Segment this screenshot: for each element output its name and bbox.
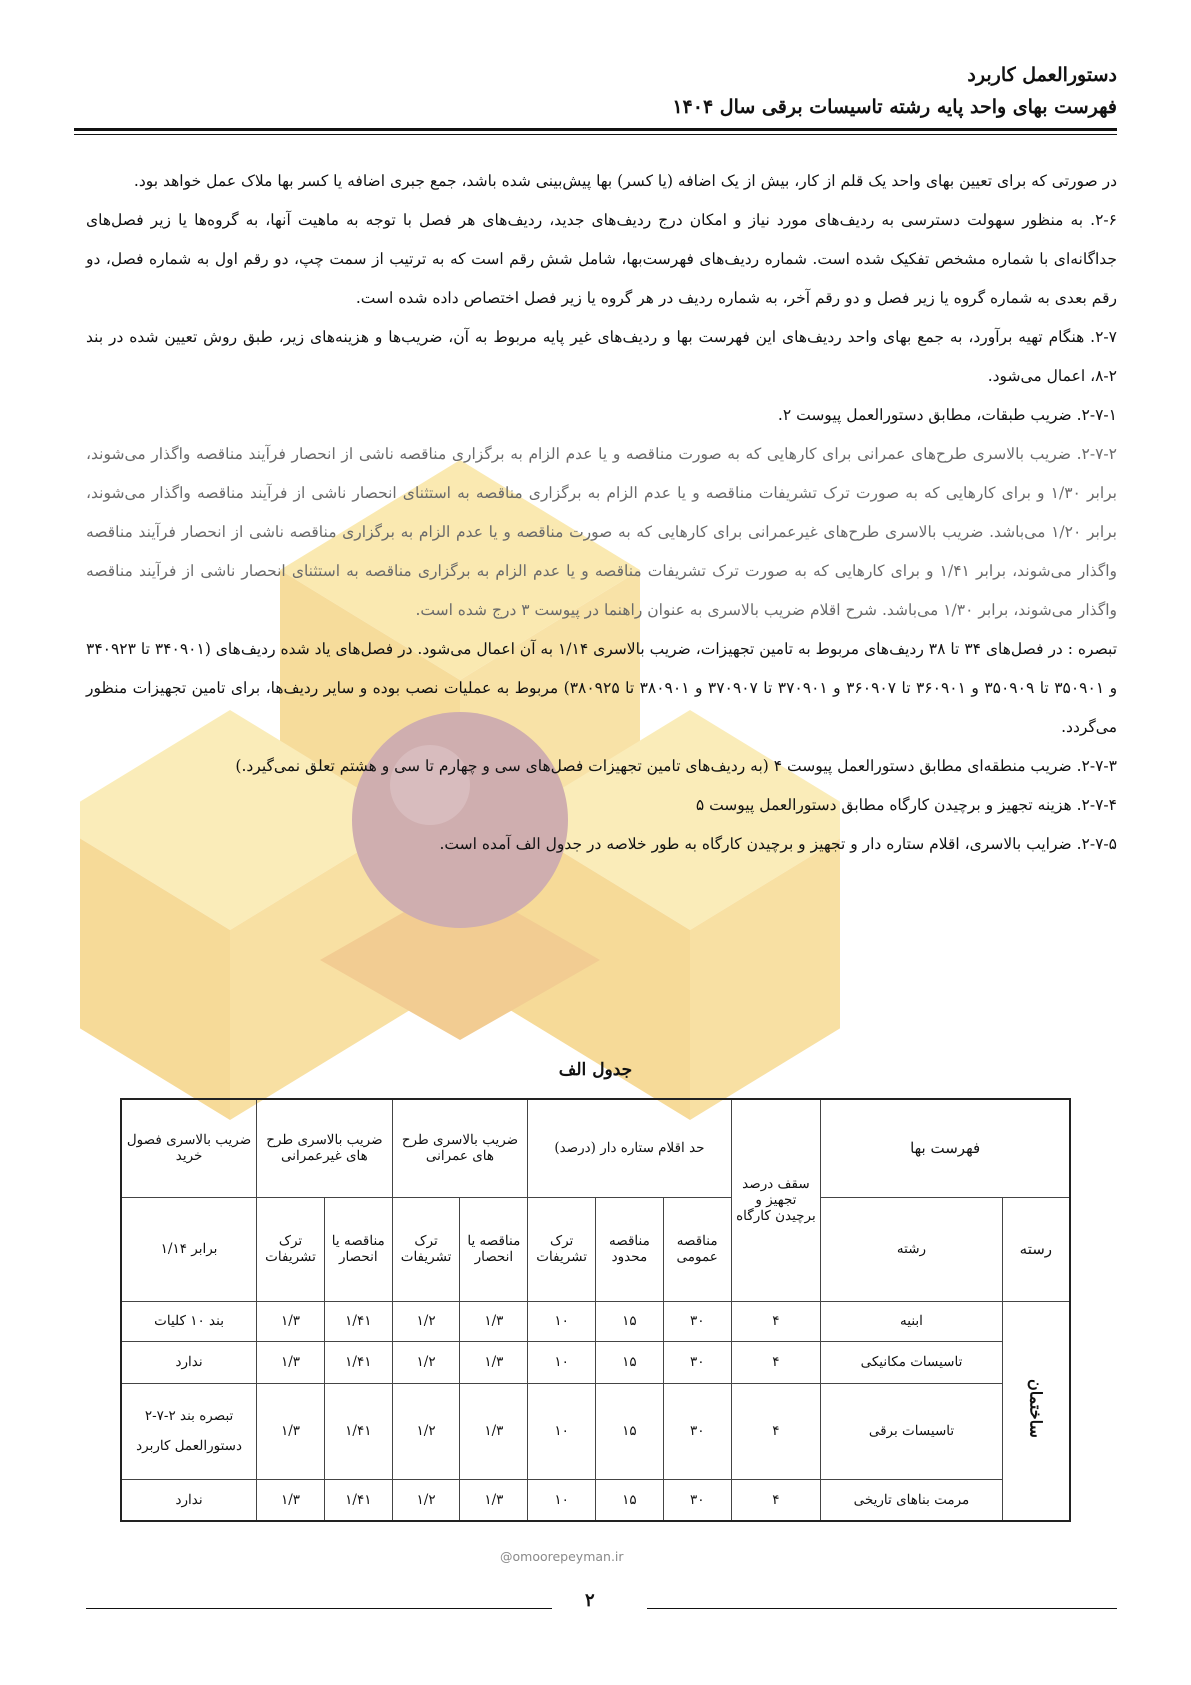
limited-tender-cell: ۱۵ (596, 1301, 664, 1341)
header-doc-subtitle: فهرست بهای واحد پایه رشته تاسیسات برقی سال ۱۴۰۴ (672, 96, 1117, 118)
table-title: جدول الف (558, 1060, 633, 1080)
limited-tender-cell: ۱۵ (596, 1341, 664, 1383)
footer-rule-right (647, 1608, 1117, 1609)
public-tender-cell: ۳۰ (663, 1383, 731, 1479)
civil-waiver-cell: ۱/۲ (392, 1479, 460, 1521)
site-setup-cell: ۴ (731, 1301, 821, 1341)
header-starred-items: حد اقلام ستاره دار (درصد) (528, 1099, 731, 1197)
footer-rule-left (86, 1608, 552, 1609)
table-row (121, 1479, 1070, 1521)
discipline-cell: مرمت بناهای تاریخی (821, 1479, 1002, 1521)
header-price-list: فهرست بها (821, 1099, 1070, 1197)
table-row (121, 1383, 1070, 1479)
header-noncivil-overhead: ضریب بالاسری طرح های غیرعمرانی (257, 1099, 393, 1197)
header-limited-tender: مناقصه محدود (596, 1197, 664, 1301)
public-tender-cell: ۳۰ (663, 1479, 731, 1521)
page-header (672, 60, 1117, 124)
paragraph-2-7-2: ۲-۷-۲. ضریب بالاسری طرح‌های عمرانی برای کارهایی که به صورت مناقصه و یا عدم الزام به برگزاری مناقصه ناشی از انحصار فرآیند مناقصه واگذار می‌شوند، برابر ۱/۳۰ و برای کارهایی که به صورت ترک تشریفات مناقصه و یا عدم الزام به برگزاری مناقصه به استثنای انحصار ناشی از فرآیند مناقصه واگذار می‌شوند، برابر ۱/۲۰ می‌باشد. ضریب بالاسری طرح‌های غیرعمرانی برای کارهایی که به صورت مناقصه و یا عدم الزام به برگزاری مناقصه ناشی از انحصار فرآیند مناقصه واگذار می‌شوند، برابر ۱/۴۱ و برای کارهایی که به صورت ترک تشریفات مناقصه و یا عدم الزام به برگزاری مناقصه به استثنای انحصار ناشی از فرآیند مناقصه واگذار می‌شوند، برابر ۱/۳۰ می‌باشد. شرح اقلام ضریب بالاسری به عنوان راهنما در پیوست ۳ درج شده است. (86, 445, 1117, 619)
public-tender-cell: ۳۰ (663, 1301, 731, 1341)
header-formalities-waiver: ترک تشریفات (528, 1197, 596, 1301)
header-category: رسته (1002, 1197, 1070, 1301)
waiver-cell: ۱۰ (528, 1383, 596, 1479)
civil-tender-cell: ۱/۳ (460, 1301, 528, 1341)
paragraph-surcharge: در صورتی که برای تعیین بهای واحد یک قلم از کار، بیش از یک اضافه (یا کسر) بها پیش‌بینی شده باشد، جمع جبری اضافه یا کسر بها ملاک عمل خواهد بود. (133, 172, 1117, 190)
public-tender-cell: ۳۰ (663, 1341, 731, 1383)
header-doc-title: دستورالعمل کاربرد (967, 64, 1117, 86)
paragraph-2-7: ۲-۷. هنگام تهیه برآورد، به جمع بهای واحد ردیف‌های این فهرست بها و ردیف‌های غیر پایه مربوط به آن، ضریب‌ها و هزینه‌های زیر، طبق روش تعیین شده در بند ۲-۸، اعمال می‌شود. (86, 328, 1117, 385)
noncivil-waiver-cell: ۱/۳ (257, 1341, 325, 1383)
header-noncivil-tender: مناقصه یا انحصار (324, 1197, 392, 1301)
purchase-cell: بند ۱۰ کلیات (121, 1301, 257, 1341)
paragraph-2-7-5: ۲-۷-۵. ضرایب بالاسری، اقلام ستاره دار و تجهیز و برچیدن کارگاه به طور خلاصه در جدول الف آمده است. (439, 835, 1117, 853)
table-row (121, 1341, 1070, 1383)
noncivil-waiver-cell: ۱/۳ (257, 1479, 325, 1521)
limited-tender-cell: ۱۵ (596, 1479, 664, 1521)
header-purchase-value: برابر ۱/۱۴ (121, 1197, 257, 1301)
header-purchase-overhead: ضریب بالاسری فصول خرید (121, 1099, 257, 1197)
header-public-tender: مناقصه عمومی (663, 1197, 731, 1301)
category-cell (1002, 1301, 1070, 1521)
coefficients-table (120, 1098, 1071, 1522)
paragraph-2-6: ۲-۶. به منظور سهولت دسترسی به ردیف‌های مورد نیاز و امکان درج ردیف‌های جدید، ردیف‌های هر فصل با توجه به ماهیت آنها، به گروه‌ها یا زیر فصل‌های جداگانه‌ای با شماره مشخص تفکیک شده است. شماره ردیف‌های فهرست‌بها، شامل شش رقم است که به ترتیب از سمت چپ، دو رقم اول به شماره فصل، دو رقم بعدی به شماره گروه یا زیر فصل و دو رقم آخر، به شماره ردیف در هر گروه یا زیر فصل اختصاص داده شده است. (86, 211, 1117, 307)
header-rule-thick (74, 128, 1117, 131)
discipline-cell: تاسیسات برقی (821, 1383, 1002, 1479)
site-setup-cell: ۴ (731, 1479, 821, 1521)
noncivil-waiver-cell: ۱/۳ (257, 1383, 325, 1479)
paragraph-2-7-1: ۲-۷-۱. ضریب طبقات، مطابق دستورالعمل پیوست ۲. (777, 406, 1117, 424)
page-number: ۲ (585, 1590, 595, 1611)
paragraph-note: تبصره : در فصل‌های ۳۴ تا ۳۸ ردیف‌های مربوط به تامین تجهیزات، ضریب بالاسری ۱/۱۴ به آن اعمال می‌شود. در فصل‌های یاد شده ردیف‌های (۳۴۰۹۰۱ تا ۳۴۰۹۲۳ و ۳۵۰۹۰۱ تا ۳۵۰۹۰۹ و ۳۶۰۹۰۱ تا ۳۶۰۹۰۷ و ۳۷۰۹۰۱ تا ۳۷۰۹۰۷ و ۳۸۰۹۰۱ تا ۳۸۰۹۲۵) مربوط به عملیات نصب بوده و سایر ردیف‌ها، برای تامین تجهیزات منظور می‌گردد. (86, 640, 1118, 736)
civil-tender-cell: ۱/۳ (460, 1383, 528, 1479)
header-civil-waiver: ترک تشریفات (392, 1197, 460, 1301)
purchase-cell: ندارد (121, 1479, 257, 1521)
civil-tender-cell: ۱/۳ (460, 1479, 528, 1521)
header-site-setup: سقف درصد تجهیز و برچیدن کارگاه (731, 1099, 821, 1301)
civil-tender-cell: ۱/۳ (460, 1341, 528, 1383)
header-noncivil-waiver: ترک تشریفات (257, 1197, 325, 1301)
waiver-cell: ۱۰ (528, 1301, 596, 1341)
limited-tender-cell: ۱۵ (596, 1383, 664, 1479)
noncivil-waiver-cell: ۱/۳ (257, 1301, 325, 1341)
header-discipline: رشته (821, 1197, 1002, 1301)
table-row (121, 1301, 1070, 1341)
paragraph-2-7-4: ۲-۷-۴. هزینه تجهیز و برچیدن کارگاه مطابق دستورالعمل پیوست ۵ (695, 796, 1117, 814)
civil-waiver-cell: ۱/۲ (392, 1301, 460, 1341)
category-name: ساختمان (1026, 1379, 1046, 1439)
header-rule-thin (74, 134, 1117, 135)
site-setup-cell: ۴ (731, 1341, 821, 1383)
paragraph-2-7-3: ۲-۷-۳. ضریب منطقه‌ای مطابق دستورالعمل پیوست ۴ (به ردیف‌های تامین تجهیزات فصل‌های سی و چهارم تا سی و هشتم تعلق نمی‌گیرد.) (235, 757, 1117, 775)
discipline-cell: تاسیسات مکانیکی (821, 1341, 1002, 1383)
noncivil-tender-cell: ۱/۴۱ (324, 1479, 392, 1521)
noncivil-tender-cell: ۱/۴۱ (324, 1341, 392, 1383)
civil-waiver-cell: ۱/۲ (392, 1341, 460, 1383)
noncivil-tender-cell: ۱/۴۱ (324, 1301, 392, 1341)
waiver-cell: ۱۰ (528, 1341, 596, 1383)
waiver-cell: ۱۰ (528, 1479, 596, 1521)
website-watermark: @omoorepeyman.ir (500, 1549, 624, 1564)
purchase-cell: ندارد (121, 1341, 257, 1383)
civil-waiver-cell: ۱/۲ (392, 1383, 460, 1479)
purchase-cell: تبصره بند ۲-۷-۲ دستورالعمل کاربرد (121, 1383, 257, 1479)
header-civil-overhead: ضریب بالاسری طرح های عمرانی (392, 1099, 528, 1197)
noncivil-tender-cell: ۱/۴۱ (324, 1383, 392, 1479)
site-setup-cell: ۴ (731, 1383, 821, 1479)
body-text (86, 162, 1117, 864)
header-civil-tender: مناقصه یا انحصار (460, 1197, 528, 1301)
discipline-cell: ابنیه (821, 1301, 1002, 1341)
